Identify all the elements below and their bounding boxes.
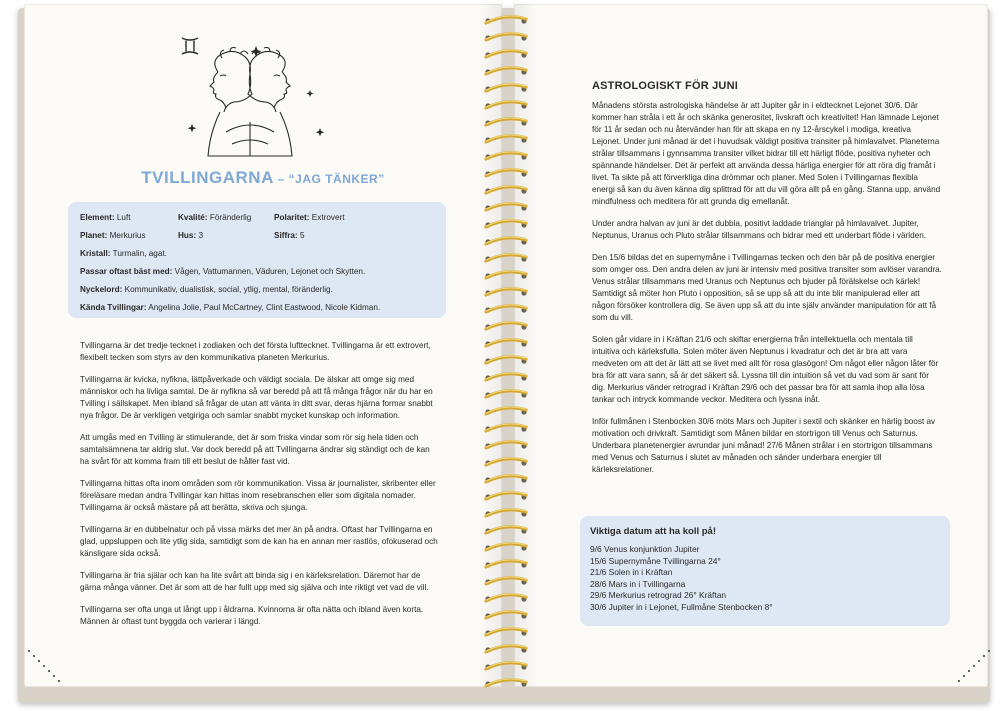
sign-name: TVILLINGARNA [141, 168, 274, 187]
element-value: Luft [116, 213, 131, 222]
dates-title: Viktiga datum att ha koll på! [590, 526, 716, 537]
kvalite-label: Kvalité: [178, 213, 208, 222]
spiral-coil [478, 541, 534, 553]
paragraph: Under andra halvan av juni är det dubbla, positivt laddade trianglar på himlavalvet. Jupiter, Neptunus, Uranus och Pluto strålar tillsammans och bidrar med ett underbart flöde i världen. [592, 219, 927, 240]
nyckelord-value: Kommunikativ, dualistisk, social, ytlig, mental, föränderlig. [124, 285, 333, 294]
sign-info-box [68, 202, 446, 318]
list-item: 9/6 Venus konjunktion Jupiter [590, 544, 700, 554]
spiral-coil [478, 575, 534, 587]
passar-value: Vågen, Vattumannen, Väduren, Lejonet och Skytten. [174, 267, 366, 276]
june-astrology-section [592, 80, 942, 486]
gemini-glyph-icon [182, 38, 198, 54]
paragraph: Tvillingarna är fria själar och kan ha lite svårt att binda sig i en kärleksrelation. Däremot har de gärna många vänner. Det är som att de har fullt upp med sig själva och inte riktigt vet vad de vill. [80, 571, 429, 592]
sign-description [80, 340, 440, 638]
spiral-coil [478, 252, 534, 264]
list-item: 21/6 Solen in i Kräftan [590, 567, 673, 578]
spiral-coil [478, 201, 534, 213]
spiral-coil [478, 286, 534, 298]
kanda-value: Angelina Jolie, Paul McCartney, Clint Eastwood, Nicole Kidman. [148, 303, 381, 312]
corner-dots-decoration [952, 648, 992, 688]
planet-value: Merkurius [109, 231, 146, 240]
dates-list [590, 544, 773, 614]
spiral-coil [478, 456, 534, 468]
spiral-coil [478, 405, 534, 417]
paragraph: Månadens största astrologiska händelse är att Jupiter går in i eldtecknet Lejonet 30/6. Där kommer han stråla i ett år och skänka generositet, livskraft och kreativitet! Han lämnade Lejonet för 11 år sedan och nu återvänder han för att skapa en ny 12-årscykel i modiga, kreativa Lejonet. Under juni månad är det i huvudsak väldigt positiva transiter på himlavalvet. Planeterna strålar tillsammans i gynnsamma transiter vilket bidrar till ett härligt flöde, positiva nyheter och spännande händelser. Det är perfekt att använda dessa härliga energier för att röra dig framåt i livet. Ta sikte på att förverkliga dina drömmar och planer. Med Solen i Tvillingarnas flexibla energi så kan du även känna dig splittrad för att du vill göra allt på en gång. Stanna upp, använd mindfulness och meditera för att grunda dig emellanåt. [592, 101, 941, 206]
planet-label: Planet: [80, 231, 108, 240]
sign-title [24, 168, 502, 188]
hus-label: Hus: [178, 231, 197, 240]
spiral-coil [478, 660, 534, 672]
spiral-coil [478, 388, 534, 400]
spiral-coil [478, 218, 534, 230]
paragraph: Den 15/6 bildas det en supernymåne i Tvillingarnas tecken och den bär på de positiva energier som omger oss. Den andra delen av juni är intensiv med positiva transiter som avlöser varandra. Venus strålar tillsammans med Uranus och Neptunus och bjuder på förälskelse och kärlek! Samtidigt så möter hon Pluto i opposition, så se upp så att du inte blir manipulerad eller att någon försöker kontrollera dig. Se även upp så att du inte själv använder manipulation för att få som du vill. [592, 253, 942, 322]
spiral-coil [478, 558, 534, 570]
section-title: ASTROLOGISKT FÖR JUNI [592, 80, 738, 92]
spiral-coil [478, 235, 534, 247]
paragraph: Inför fullmånen i Stenbocken 30/6 möts Mars och Jupiter i sextil och skänker en härlig boost av motivation och drivkraft. Samtidigt som Månen bildar en stortrigon till Venus och Saturnus. Underbara planetenergier avrundar juni månad! 27/6 Månen strålar i en stortrigon tillsammans med Venus och Saturnus i slutet av månaden och sänder underbara energier till kärleksrelationer. [592, 417, 936, 474]
element-label: Element: [80, 213, 115, 222]
spiral-coil [478, 167, 534, 179]
spiral-binding [478, 8, 534, 698]
spiral-coil [478, 116, 534, 128]
spiral-coil [478, 184, 534, 196]
spiral-coil [478, 31, 534, 43]
sign-motto: – “JAG TÄNKER” [273, 172, 385, 186]
paragraph: Tvillingarna är det tredje tecknet i zodiaken och det första lufttecknet. Tvillingarna är ett extrovert, flexibelt tecken som styrs av den kommunikativa planeten Merkurius. [80, 341, 431, 362]
spiral-coil [478, 626, 534, 638]
spiral-coil [478, 677, 534, 689]
kristall-value: Turmalin, agat. [112, 249, 167, 258]
spiral-coil [478, 473, 534, 485]
spiral-coil [478, 133, 534, 145]
hus-value: 3 [198, 231, 204, 240]
spiral-coil [478, 320, 534, 332]
spiral-coil [478, 48, 534, 60]
spiral-coil [478, 507, 534, 519]
list-item: 28/6 Mars in i Tvillingarna [590, 578, 686, 589]
polaritet-label: Polaritet: [274, 213, 310, 222]
list-item: 30/6 Jupiter in i Lejonet, Fullmåne Stenbocken 8° [590, 601, 773, 612]
spiral-coil [478, 337, 534, 349]
spiral-coil [478, 303, 534, 315]
sparkle-star-icon [188, 46, 324, 136]
spiral-coil [478, 439, 534, 451]
kanda-label: Kända Tvillingar: [80, 303, 147, 312]
spiral-coil [478, 99, 534, 111]
paragraph: Att umgås med en Tvilling är stimulerande, det är som friska vindar som rör sig hela tiden och samtalsämnena tar aldrig slut. Var dock beredd på att Tvillingarna ändrar sig ständigt och de kan ha svårt för att komma fram till ett beslut de håller fast vid. [80, 433, 430, 466]
spiral-coil [478, 643, 534, 655]
spiral-coil [478, 371, 534, 383]
spiral-coil [478, 592, 534, 604]
gemini-twins-illustration [160, 32, 340, 167]
paragraph: Tvillingarna är en dubbelnatur och på vissa märks det mer än på andra. Oftast har Tvillingarna en glad, uppsluppen och lite ytlig sida, samtidigt som de kan ha en annan mer rastlös, ofokuserad och känsligare sida också. [80, 525, 438, 558]
important-dates-box [580, 516, 950, 626]
list-item: 15/6 Supernymåne Tvillingarna 24° [590, 555, 721, 566]
passar-label: Passar oftast bäst med: [80, 267, 173, 276]
nyckelord-label: Nyckelord: [80, 285, 123, 294]
paragraph: Solen går vidare in i Kräftan 21/6 och skiftar energierna från intellektuella och mentala till intuitiva och kärleksfulla. Solen möter även Neptunus i kvadratur och det är bra att vara medveten om att det är lätt att se livet med allt för rosa glasögon! Om något eller någon låter för bra för att vara sann, så är det säkert så. Lyssna till din intuition så vet du vad som är sant för dig. Merkurius vänder retrograd i Kräftan 29/6 och det passar bra för att samla ihop alla lösa tankar och intryck kommande veckor. Meditera och lyssna inåt. [592, 335, 939, 404]
spiral-coil [478, 14, 534, 26]
kristall-label: Kristall: [80, 249, 111, 258]
spiral-coil [478, 609, 534, 621]
spiral-coil [478, 422, 534, 434]
spiral-coil [478, 82, 534, 94]
spiral-coil [478, 524, 534, 536]
siffra-label: Siffra: [274, 231, 298, 240]
spiral-coil [478, 150, 534, 162]
corner-dots-decoration [26, 648, 66, 688]
paragraph: Tvillingarna hittas ofta inom områden som rör kommunikation. Vissa är journalister, skribenter eller föreläsare medan andra Tvillingar kan hittas inom resebranschen eller som digitala nomader. Tvillingarna är också mästare på att berätta, skriva och sjunga. [80, 479, 436, 512]
spiral-coil [478, 490, 534, 502]
spiral-coil [478, 354, 534, 366]
spiral-coil [478, 269, 534, 281]
spiral-coil [478, 65, 534, 77]
paragraph: Tvillingarna ser ofta unga ut långt upp i åldrarna. Kvinnorna är ofta nätta och ibland även korta. Männen är oftast tunt byggda och varierar i längd. [80, 605, 424, 626]
kvalite-value: Föränderlig [209, 213, 252, 222]
paragraph: Tvillingarna är kvicka, nyfikna, lättpåverkade och väldigt sociala. De älskar att omge sig med människor och ha livliga samtal. De är nyfikna så var beredd på att få många frågor när du har en Tvilling i sällskapet. Men ibland så frågar de utan att vänta in ditt svar, deras hjärna formar snabbt nya frågor. De är verkligen vetgiriga och samlar snabbt mycket kunskap och information. [80, 375, 433, 420]
polaritet-value: Extrovert [311, 213, 345, 222]
siffra-value: 5 [299, 231, 305, 240]
list-item: 29/6 Merkurius retrograd 26° Kräftan [590, 590, 727, 601]
